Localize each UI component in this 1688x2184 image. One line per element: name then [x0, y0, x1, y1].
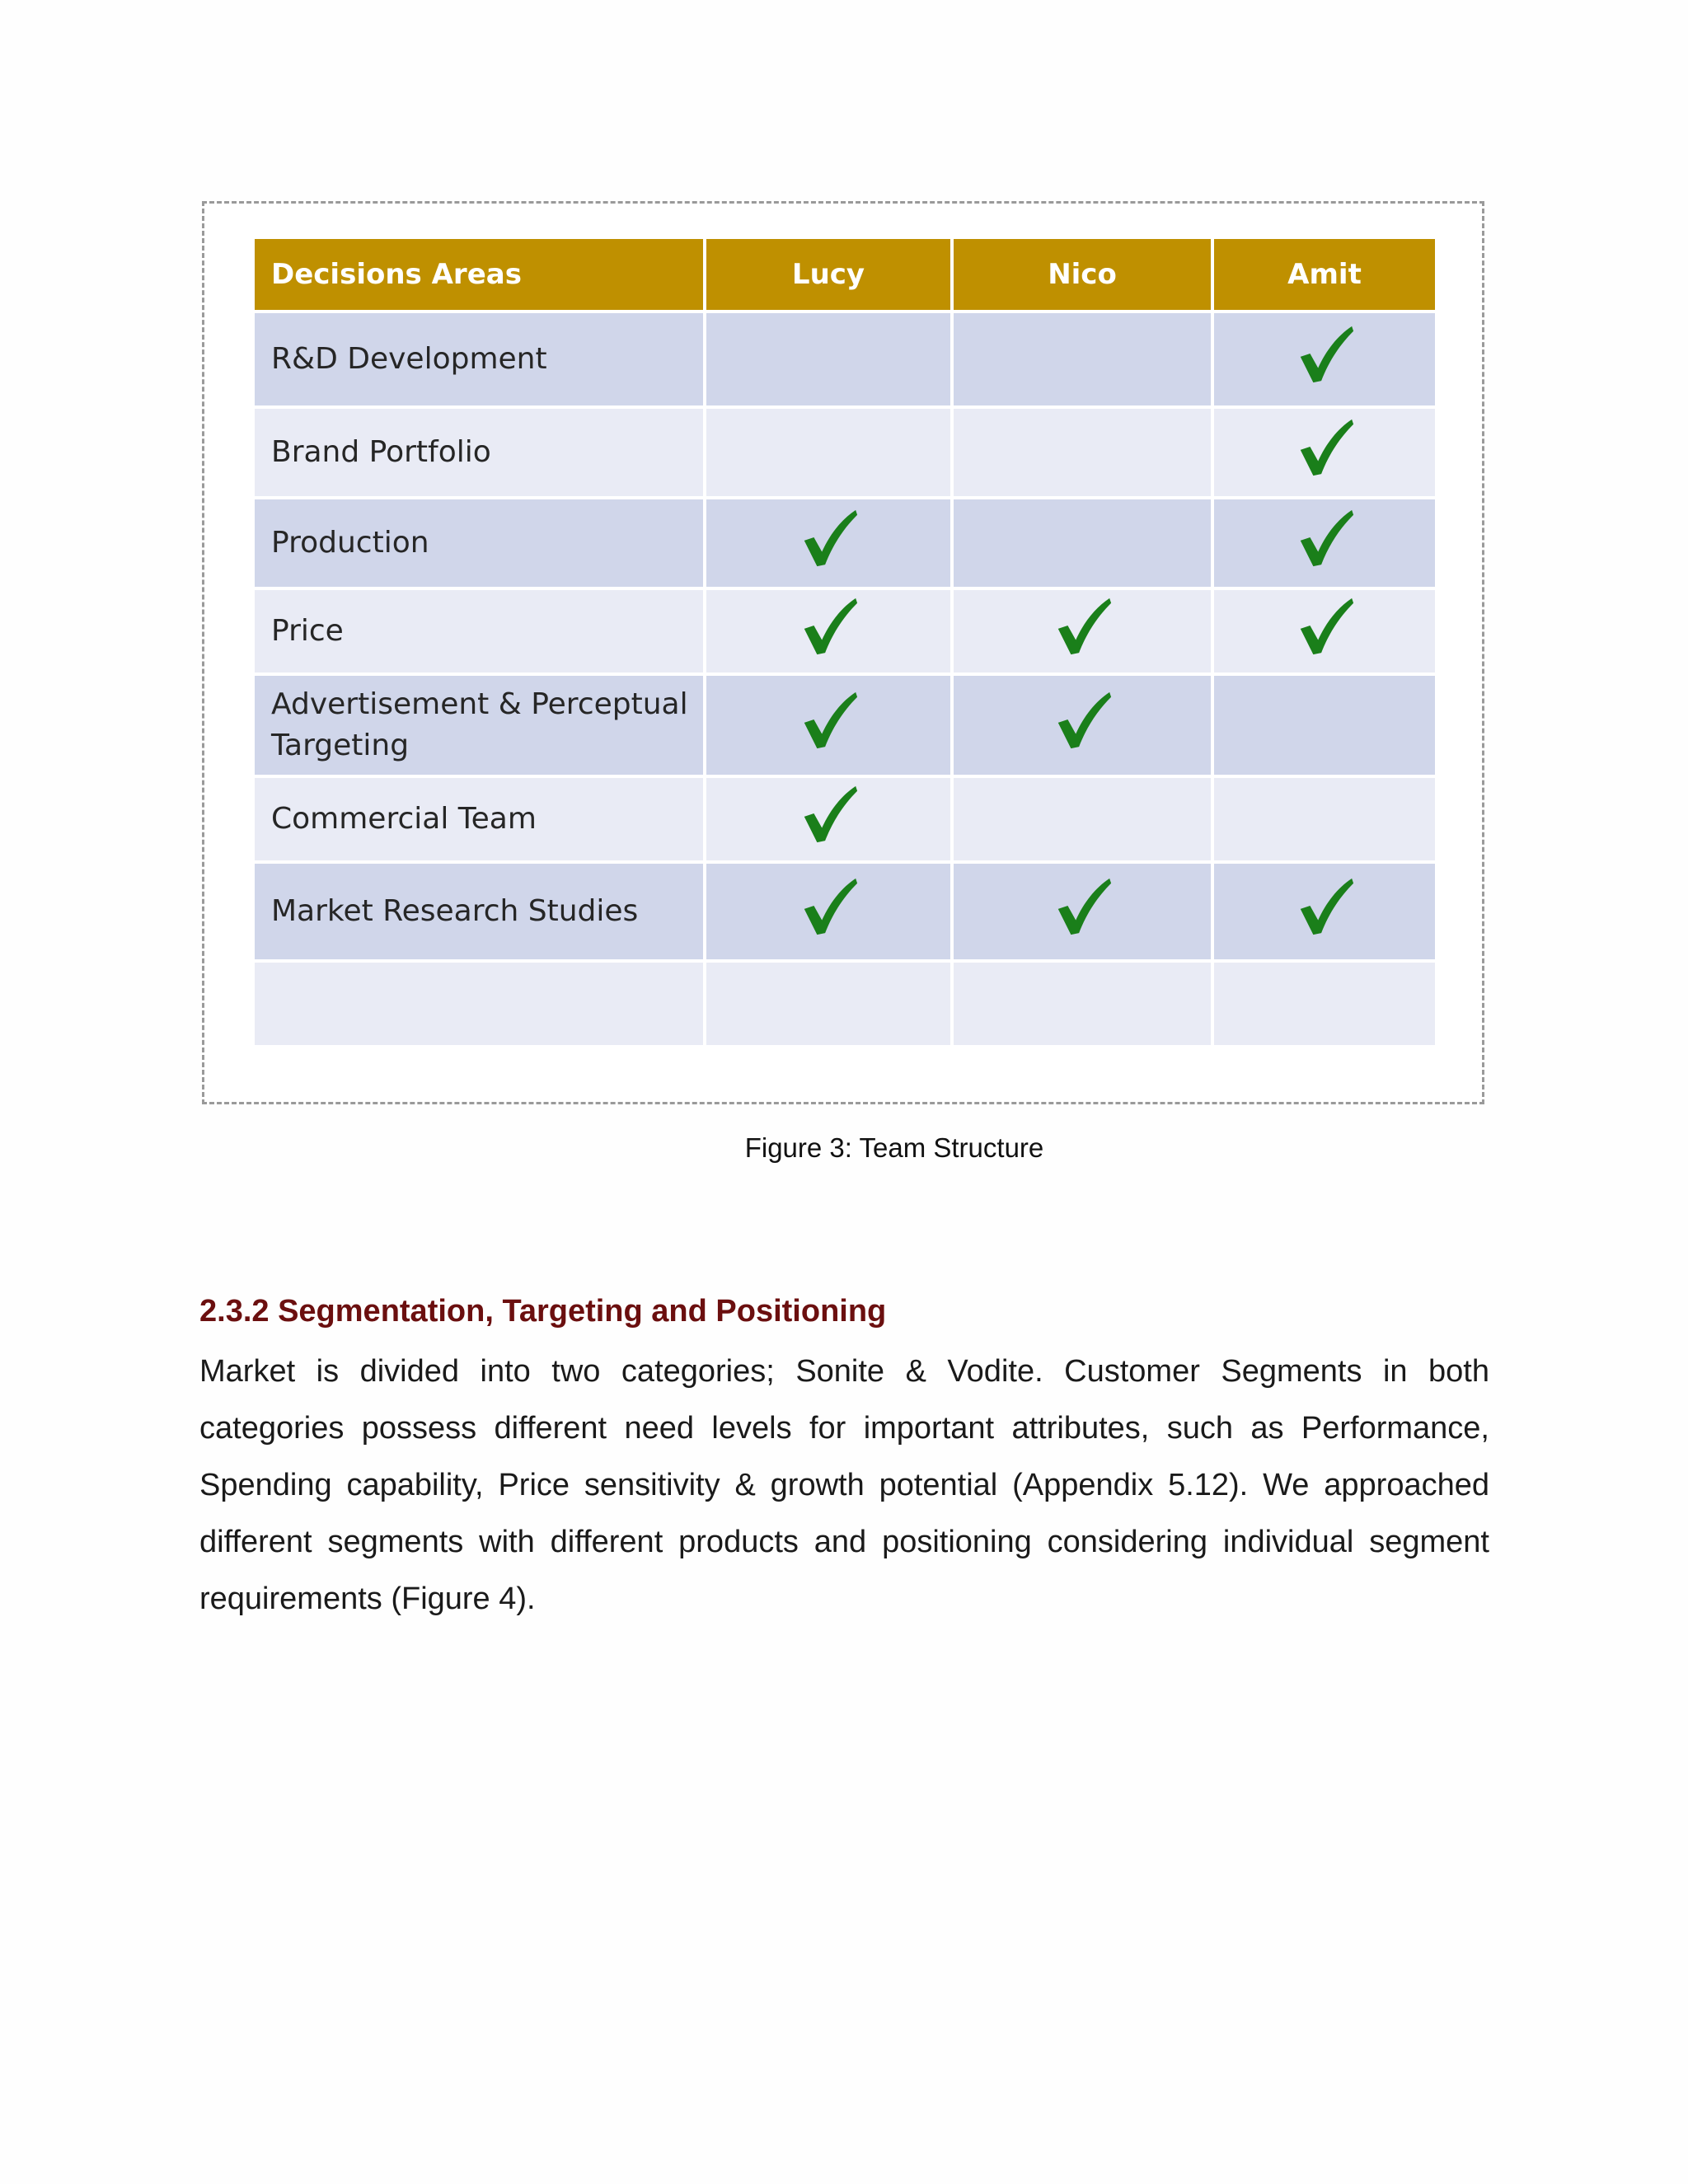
- check-cell-lucy: [706, 313, 950, 405]
- figure-caption: Figure 3: Team Structure: [744, 1132, 1044, 1163]
- decision-area-label: Brand Portfolio: [255, 409, 703, 496]
- checkmark-icon: [1292, 874, 1357, 938]
- table-row: [255, 499, 1435, 587]
- checkmark-icon: [1292, 415, 1357, 479]
- check-cell-nico: [954, 409, 1211, 496]
- table-row: [255, 864, 1435, 959]
- table-row: [255, 963, 1435, 1045]
- check-cell-lucy: [706, 864, 950, 959]
- check-cell-amit: [1214, 409, 1435, 496]
- checkmark-icon: [796, 781, 860, 846]
- section-heading: 2.3.2 Segmentation, Targeting and Positioning: [199, 1294, 887, 1329]
- check-cell-lucy: [706, 590, 950, 673]
- check-cell-nico: [954, 778, 1211, 860]
- check-cell-nico: [954, 313, 1211, 405]
- column-header-amit: Amit: [1214, 239, 1435, 310]
- checkmark-icon: [1050, 687, 1114, 752]
- check-cell-lucy: [706, 778, 950, 860]
- decision-area-label: [255, 963, 703, 1045]
- check-cell-nico: [954, 676, 1211, 775]
- column-header-lucy: Lucy: [706, 239, 950, 310]
- check-cell-amit: [1214, 963, 1435, 1045]
- check-cell-lucy: [706, 963, 950, 1045]
- checkmark-icon: [1050, 593, 1114, 658]
- checkmark-icon: [1292, 505, 1357, 569]
- check-cell-amit: [1214, 590, 1435, 673]
- team-structure-table: [251, 236, 1438, 1048]
- decision-area-label: R&D Development: [255, 313, 703, 405]
- checkmark-icon: [1050, 874, 1114, 938]
- decision-area-label: Production: [255, 499, 703, 587]
- table-row: [255, 590, 1435, 673]
- checkmark-icon: [1292, 321, 1357, 386]
- table-row: [255, 313, 1435, 405]
- decision-area-label: Commercial Team: [255, 778, 703, 860]
- checkmark-icon: [796, 505, 860, 569]
- column-header-nico: Nico: [954, 239, 1211, 310]
- checkmark-icon: [1292, 593, 1357, 658]
- table-row: [255, 409, 1435, 496]
- decision-area-label: Price: [255, 590, 703, 673]
- checkmark-icon: [796, 593, 860, 658]
- column-header-decision-areas: Decisions Areas: [255, 239, 703, 310]
- decision-area-label: Market Research Studies: [255, 864, 703, 959]
- check-cell-nico: [954, 963, 1211, 1045]
- check-cell-lucy: [706, 676, 950, 775]
- check-cell-nico: [954, 590, 1211, 673]
- decision-area-label: Advertisement & Perceptual Targeting: [255, 676, 703, 775]
- table-row: [255, 676, 1435, 775]
- check-cell-nico: [954, 864, 1211, 959]
- checkmark-icon: [796, 874, 860, 938]
- check-cell-lucy: [706, 499, 950, 587]
- check-cell-amit: [1214, 313, 1435, 405]
- section-paragraph: Market is divided into two categories; Sonite & Vodite. Customer Segments in both categories possess different need levels for important attributes, such as Performance, Spending capability, Price sensitivity & growth potential (Appendix 5.12). We approached different segments with different products and positioning considering individual segment requirements (Figure 4).: [199, 1354, 1489, 1616]
- table-row: [255, 778, 1435, 860]
- check-cell-amit: [1214, 676, 1435, 775]
- table-header-row: [255, 239, 1435, 310]
- check-cell-nico: [954, 499, 1211, 587]
- check-cell-lucy: [706, 409, 950, 496]
- check-cell-amit: [1214, 778, 1435, 860]
- check-cell-amit: [1214, 864, 1435, 959]
- checkmark-icon: [796, 687, 860, 752]
- check-cell-amit: [1214, 499, 1435, 587]
